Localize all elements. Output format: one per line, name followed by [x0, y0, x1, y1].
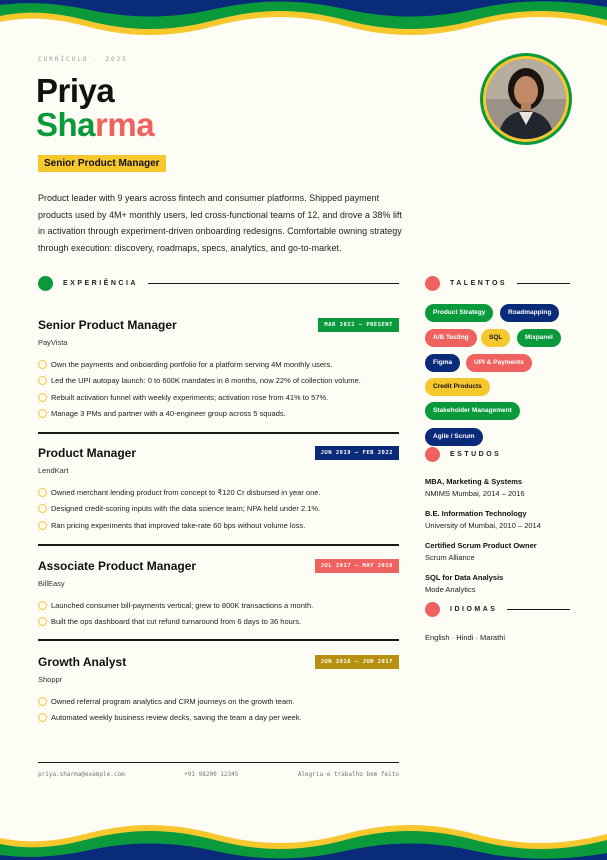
job-bullet: Led the UPI autopay launch: 0 to 600K mandates in 8 months, now 22% of collection volume. [38, 373, 399, 390]
first-name: Priya [36, 72, 115, 109]
skill-tag: SQL [481, 329, 510, 347]
bullet-ring-icon [38, 488, 47, 497]
education-heading [425, 447, 570, 462]
bullet-ring-icon [38, 601, 47, 610]
portrait-photo-icon [486, 59, 566, 139]
top-wave-banner [0, 0, 607, 40]
bullet-ring-icon [38, 713, 47, 722]
skill-tag: Mixpanel [517, 329, 561, 347]
job-bullet: Rebuilt activation funnel with weekly experiments; activation rose from 41% to 57%. [38, 389, 399, 406]
job-bullet: Designed credit-scoring inputs with the data science team; NPA held under 2.1%. [38, 501, 399, 518]
job-company: BillEasy [38, 579, 65, 588]
section-divider [507, 609, 570, 611]
education-item: Certified Scrum Product Owner Scrum Alliance [425, 541, 537, 562]
education-item: B.E. Information Technology University of Mumbai, 2010 – 2014 [425, 509, 541, 530]
bullet-ring-icon [38, 360, 47, 369]
job-company: LendKart [38, 466, 69, 475]
job-title: Product Manager [38, 446, 137, 460]
job-date-badge: JUL 2017 — MAY 2019 [315, 559, 399, 573]
job-company: PayVista [38, 338, 68, 347]
footer-divider [38, 762, 399, 763]
section-dot-icon [425, 276, 440, 291]
profile-photo [480, 53, 572, 145]
job-date-badge: JUN 2019 — FEB 2022 [315, 446, 399, 460]
footer-phone[interactable]: +91 98200 12345 [184, 771, 239, 778]
job-entry [38, 318, 399, 422]
bullet-ring-icon [38, 504, 47, 513]
skill-tag: Figma [425, 354, 460, 372]
job-bullet: Built the ops dashboard that cut refund turnaround from 6 days to 36 hours. [38, 614, 399, 631]
skill-tag: A/B Testing [425, 329, 477, 347]
last-name-part-a: Sha [36, 106, 96, 143]
bullet-ring-icon [38, 393, 47, 402]
bottom-wave-banner [0, 820, 607, 860]
profile-summary: Product leader with 9 years across fintech and consumer platforms. Shipped payment products used by 4M+ monthly users, led cross-functional teams of 12, and drove a 38% lift in activation through experiment-driven onboarding redesigns. Comfortable owning strategy through execution: discovery, roadmaps, specs, analytics, and go-to-market. [38, 193, 402, 253]
bullet-ring-icon [38, 617, 47, 626]
skill-tag: UPI & Payments [466, 354, 532, 372]
last-name [36, 108, 154, 141]
skill-tag: Roadmapping [500, 304, 559, 322]
job-date-badge: MAR 2022 — PRESENT [318, 318, 399, 332]
job-divider [38, 639, 399, 641]
section-divider [148, 283, 399, 285]
skills-heading [425, 276, 570, 291]
document-kicker: CURRÍCULO · 2025 [38, 56, 128, 63]
job-title: Growth Analyst [38, 655, 127, 669]
section-divider [517, 283, 570, 285]
job-bullet: Launched consumer bill-payments vertical; grew to 800K transactions a month. [38, 597, 399, 614]
job-bullet: Manage 3 PMs and partner with a 40-engineer group across 5 squads. [38, 406, 399, 423]
education-item: SQL for Data Analysis Mode Analytics [425, 573, 504, 594]
bullet-ring-icon [38, 521, 47, 530]
experience-label: EXPERIÊNCIA [63, 280, 138, 287]
skill-tag: Agile / Scrum [425, 428, 483, 446]
skill-tag: Product Strategy [425, 304, 493, 322]
section-dot-icon [425, 447, 440, 462]
section-dot-icon [425, 602, 440, 617]
skills-label: TALENTOS [450, 280, 508, 287]
languages-heading [425, 602, 570, 617]
skill-tag: Stakeholder Management [425, 402, 520, 420]
section-dot-icon [38, 276, 53, 291]
job-company: Shoppr [38, 675, 63, 684]
job-title: Associate Product Manager [38, 559, 197, 573]
job-bullet: Automated weekly business review decks, saving the team a day per week. [38, 710, 399, 727]
job-title: Senior Product Manager [38, 318, 177, 332]
job-bullet: Owned merchant lending product from concept to ₹120 Cr disbursed in year one. [38, 484, 399, 501]
role-badge: Senior Product Manager [38, 155, 166, 172]
footer-motto: Alegria e trabalho bem feito [297, 771, 399, 778]
job-bullet: Own the payments and onboarding portfolio for a platform serving 4M monthly users. [38, 356, 399, 373]
job-entry [38, 446, 399, 534]
skill-tag: Credit Products [425, 378, 490, 396]
job-entry [38, 655, 399, 726]
job-date-badge: JUN 2016 — JUN 2017 [315, 655, 399, 669]
bullet-ring-icon [38, 376, 47, 385]
languages-label: IDIOMAS [450, 606, 498, 613]
job-divider [38, 432, 399, 434]
bullet-ring-icon [38, 697, 47, 706]
footer-email[interactable]: priya.sharma@example.com [38, 771, 125, 778]
bullet-ring-icon [38, 409, 47, 418]
experience-heading [38, 276, 399, 291]
languages-list: English · Hindi · Marathi [425, 633, 506, 642]
footer [38, 771, 399, 778]
job-bullet: Ran pricing experiments that improved take-rate 60 bps without volume loss. [38, 517, 399, 534]
last-name-part-b: rma [95, 106, 155, 143]
job-bullet: Owned referral program analytics and CRM journeys on the growth team. [38, 693, 399, 710]
education-label: ESTUDOS [450, 451, 502, 458]
education-item: MBA, Marketing & Systems NMIMS Mumbai, 2014 – 2016 [425, 477, 525, 498]
job-entry [38, 559, 399, 630]
job-divider [38, 544, 399, 546]
